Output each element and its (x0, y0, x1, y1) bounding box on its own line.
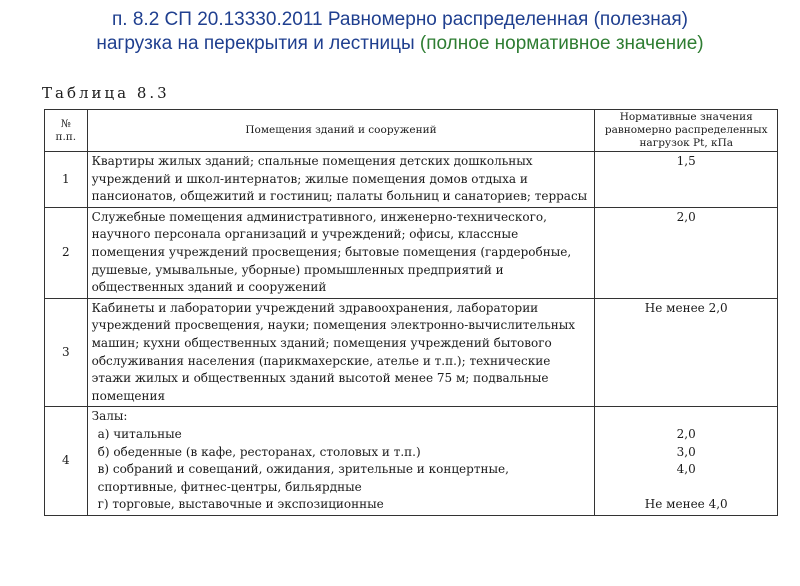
slide-title-line-2 (0, 32, 800, 56)
halls-value-d: Не менее 4,0 (644, 497, 728, 512)
header-num-symbol: № (60, 117, 71, 130)
table-row (45, 298, 778, 407)
header-num-abbr: п.п. (55, 130, 77, 143)
row-num: 1 (45, 152, 88, 208)
halls-heading: Залы: (91, 409, 128, 424)
row-description: Служебные помещения административного, инженерно-технического, научного персонала организаций и учреждений; офисы, классные помещения учреждений просвещения; бытовые помещения (гардеробные, душевые, умывальные, уборные) промышленных предприятий и общественных зданий и сооружений (87, 207, 595, 298)
halls-value-c: 4,0 (676, 462, 696, 477)
halls-value-b: 3,0 (676, 444, 696, 459)
halls-value-a: 2,0 (676, 426, 696, 441)
row-num: 3 (45, 298, 88, 407)
row-value (595, 407, 778, 516)
scanned-table-image (36, 84, 784, 584)
row-value: 2,0 (595, 207, 778, 298)
slide-title (0, 8, 800, 56)
halls-item-c: в) собраний и совещаний, ожидания, зрительные и концертные, спортивные, фитнес-центры, бильярдные (97, 462, 509, 494)
row-num: 2 (45, 207, 88, 298)
halls-item-b: б) обеденные (в кафе, ресторанах, столовых и т.п.) (97, 444, 421, 459)
slide-title-note: (полное нормативное значение) (419, 33, 704, 54)
header-value: Нормативные значения равномерно распределенных нагрузок Pt, кПа (595, 110, 778, 152)
table-header-row (45, 110, 778, 152)
row-num: 4 (45, 407, 88, 516)
table-row (45, 207, 778, 298)
row-value: Не менее 2,0 (595, 298, 778, 407)
table-row (45, 407, 778, 516)
slide-title-main: нагрузка на перекрытия и лестницы (96, 33, 415, 54)
norms-table (44, 109, 778, 516)
header-num (45, 110, 88, 152)
row-value: 1,5 (595, 152, 778, 208)
row-description: Кабинеты и лаборатории учреждений здравоохранения, лаборатории учреждений просвещения, науки; помещения электронно-вычислительных машин; кухни общественных зданий; помещения учреждений бытового обслуживания населения (парикмахерские, ателье и т.п.); технические этажи жилых и общественных зданий высотой менее 75 м; подвальные помещения (87, 298, 595, 407)
halls-item-a: а) читальные (97, 426, 182, 441)
halls-item-d: г) торговые, выставочные и экспозиционные (97, 497, 384, 512)
table-caption: Таблица 8.3 (42, 84, 170, 102)
slide-title-line-1: п. 8.2 СП 20.13330.2011 Равномерно распределенная (полезная) (112, 9, 688, 30)
table-row (45, 152, 778, 208)
row-description (87, 407, 595, 516)
row-description: Квартиры жилых зданий; спальные помещения детских дошкольных учреждений и школ-интернатов; жилые помещения домов отдыха и пансионатов, общежитий и гостиниц; палаты больниц и санаториев; террасы (87, 152, 595, 208)
header-premises: Помещения зданий и сооружений (87, 110, 595, 152)
